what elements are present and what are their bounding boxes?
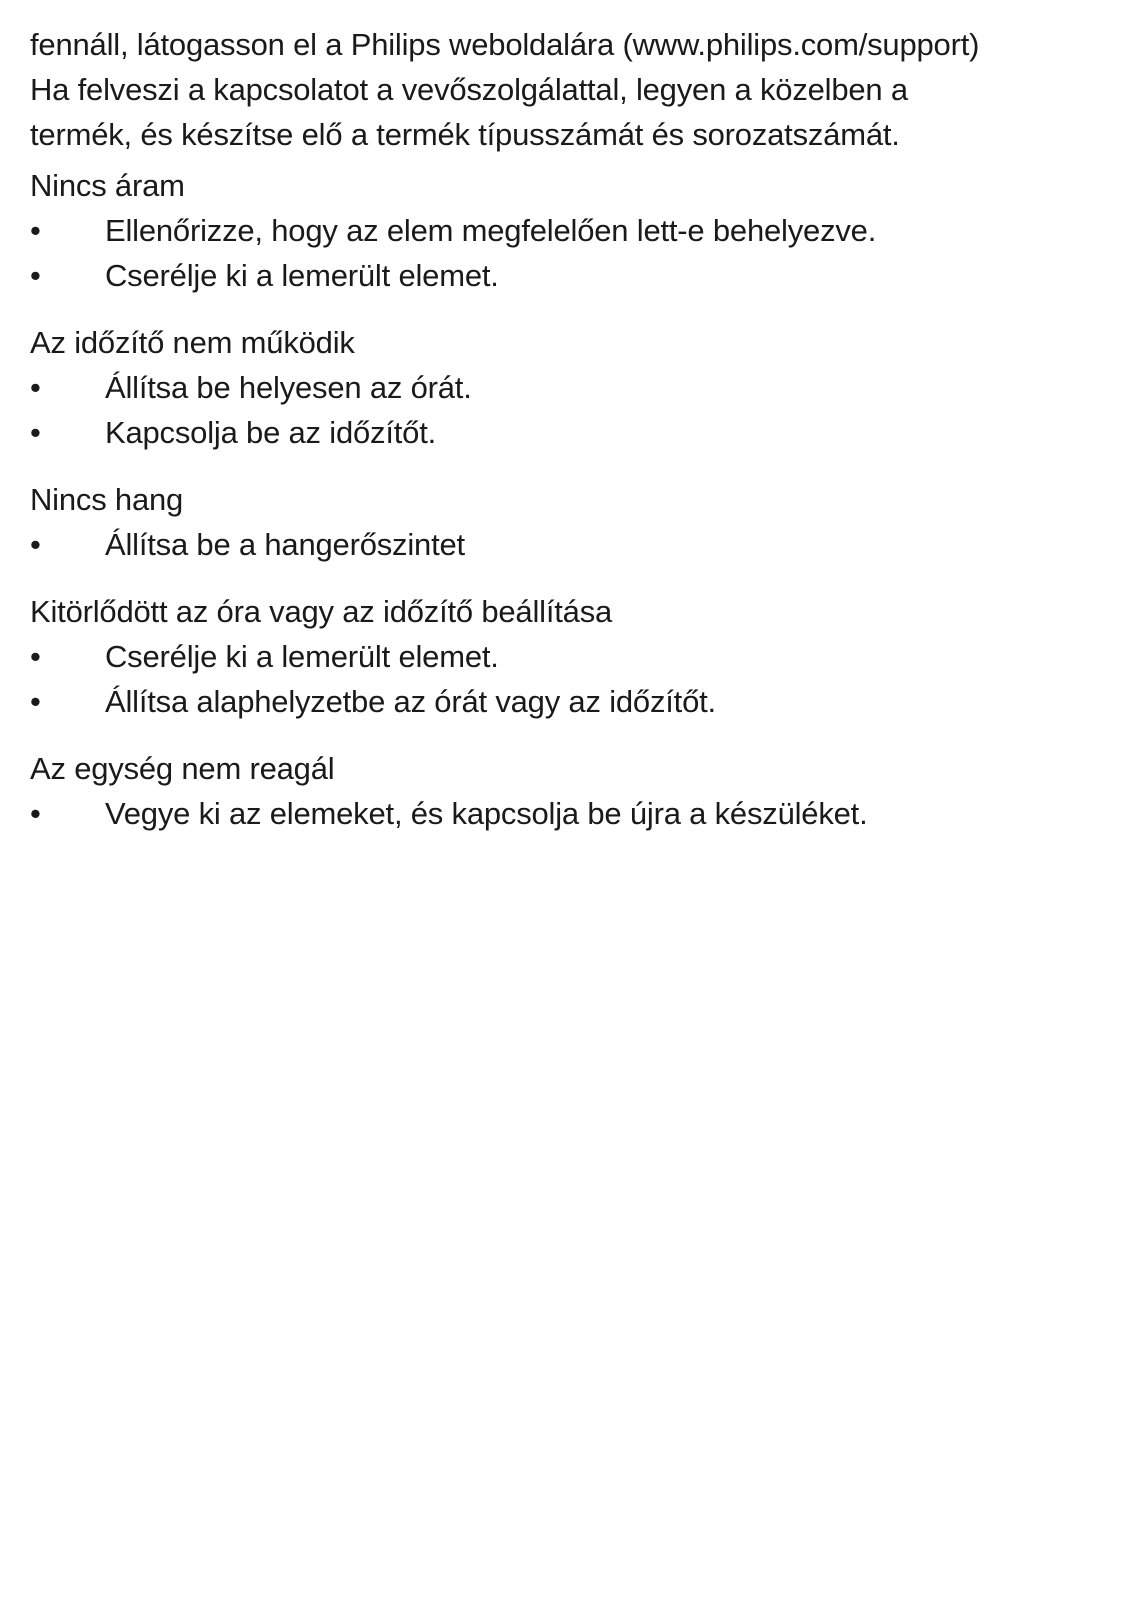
section-heading: Nincs áram [30,168,185,203]
intro-line: Ha felveszi a kapcsolatot a vevőszolgálattal, legyen a közelben a [30,72,908,107]
section-timer-not-working [30,320,1110,455]
document-page [30,22,1110,836]
list-item-text: Ellenőrizze, hogy az elem megfelelően lett-e behelyezve. [105,213,877,248]
section-heading: Kitörlődött az óra vagy az időzítő beállítása [30,594,613,629]
list-item-text: Cserélje ki a lemerült elemet. [105,639,499,674]
bullet-list [30,522,1110,567]
section-heading: Az egység nem reagál [30,751,335,786]
bullet-list [30,791,1110,836]
bullet-list [30,634,1110,724]
section-unit-not-responding [30,746,1110,836]
bullet-list [30,208,1110,298]
list-item [30,208,1110,253]
bullet-icon: • [30,684,41,719]
list-item [30,679,1110,724]
bullet-icon: • [30,258,41,293]
list-item [30,365,1110,410]
list-item [30,634,1110,679]
list-item-text: Állítsa be a hangerőszintet [105,527,465,562]
list-item-text: Vegye ki az elemeket, és kapcsolja be újra a készüléket. [105,796,868,831]
bullet-list [30,365,1110,455]
list-item [30,791,1110,836]
bullet-icon: • [30,796,41,831]
section-no-sound [30,477,1110,567]
intro-line: fennáll, látogasson el a Philips weboldalára (www.philips.com/support) [30,27,980,62]
list-item [30,522,1110,567]
list-item [30,253,1110,298]
list-item-text: Cserélje ki a lemerült elemet. [105,258,499,293]
intro-paragraph [30,22,1110,157]
list-item-text: Kapcsolja be az időzítőt. [105,415,437,450]
bullet-icon: • [30,415,41,450]
section-no-power [30,163,1110,298]
list-item-text: Állítsa be helyesen az órát. [105,370,472,405]
bullet-icon: • [30,370,41,405]
section-clock-erased [30,589,1110,724]
bullet-icon: • [30,527,41,562]
list-item-text: Állítsa alaphelyzetbe az órát vagy az időzítőt. [105,684,716,719]
section-heading: Nincs hang [30,482,184,517]
bullet-icon: • [30,213,41,248]
bullet-icon: • [30,639,41,674]
list-item [30,410,1110,455]
intro-line: termék, és készítse elő a termék típusszámát és sorozatszámát. [30,117,900,152]
section-heading: Az időzítő nem működik [30,325,355,360]
